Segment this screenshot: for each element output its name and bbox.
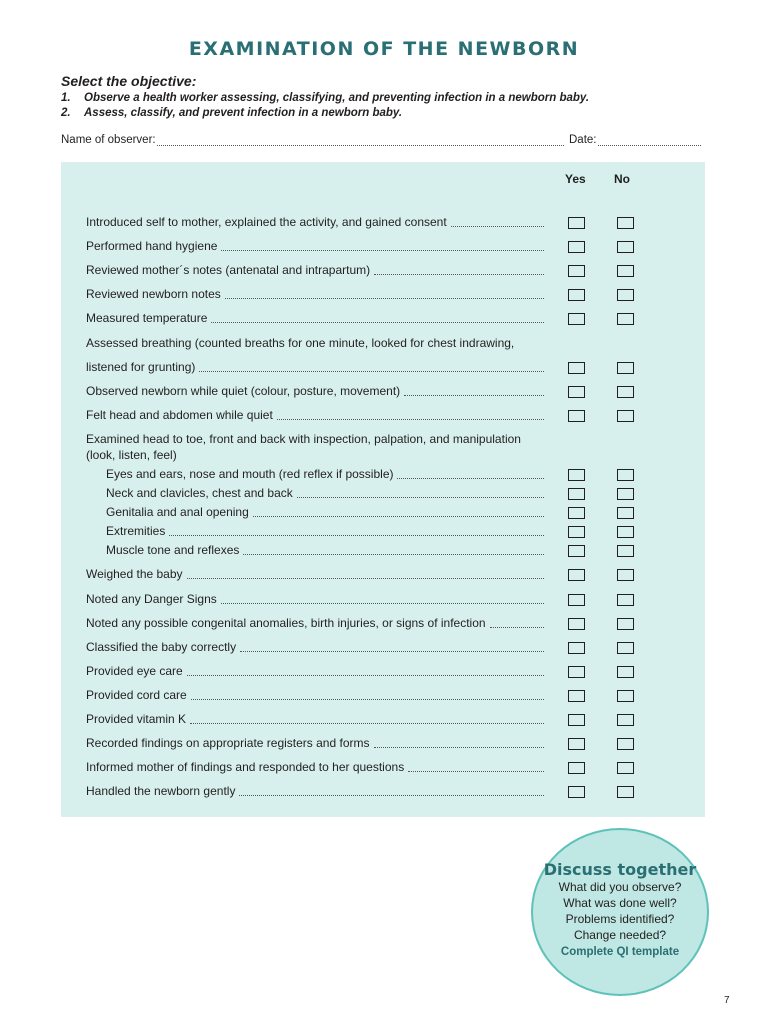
yes-checkbox[interactable] [568, 666, 585, 678]
yes-checkbox[interactable] [568, 569, 585, 581]
leader-dots [253, 516, 544, 517]
checklist-item-text: Genitalia and anal opening [106, 505, 249, 519]
discuss-question: Problems identified? [565, 912, 675, 926]
leader-dots [221, 250, 544, 251]
page-title: EXAMINATION OF THE NEWBORN [188, 38, 580, 60]
checklist-item-text: Eyes and ears, nose and mouth (red reflex if possible) [106, 467, 394, 481]
observer-line [61, 134, 701, 150]
checklist-item-text: Weighed the baby [86, 567, 183, 581]
yes-checkbox[interactable] [568, 362, 585, 374]
objective-heading: Select the objective: [61, 73, 197, 89]
no-checkbox[interactable] [617, 410, 634, 422]
checklist-item-text: Assessed breathing (counted breaths for one minute, looked for chest indrawing, [86, 336, 515, 350]
leader-dots [169, 535, 544, 536]
checklist-item-text: Observed newborn while quiet (colour, posture, movement) [86, 384, 401, 398]
no-checkbox[interactable] [617, 545, 634, 557]
discuss-question: What did you observe? [558, 880, 682, 894]
leader-dots [408, 771, 544, 772]
checklist-item-text: Muscle tone and reflexes [106, 543, 240, 557]
observer-label: Name of observer: [61, 134, 156, 146]
yes-checkbox[interactable] [568, 217, 585, 229]
checklist-item-text: Recorded findings on appropriate registers and forms [86, 736, 370, 750]
yes-checkbox[interactable] [568, 786, 585, 798]
no-checkbox[interactable] [617, 690, 634, 702]
checklist-item-text: Felt head and abdomen while quiet [86, 408, 273, 422]
yes-checkbox[interactable] [568, 488, 585, 500]
yes-checkbox[interactable] [568, 762, 585, 774]
objective-option-number: 2. [61, 107, 71, 119]
no-checkbox[interactable] [617, 362, 634, 374]
yes-column-header: Yes [565, 172, 586, 186]
leader-dots [374, 747, 544, 748]
leader-dots [191, 699, 544, 700]
leader-dots [187, 675, 544, 676]
checklist-item-text: Handled the newborn gently [86, 784, 236, 798]
yes-checkbox[interactable] [568, 507, 585, 519]
no-checkbox[interactable] [617, 762, 634, 774]
yes-checkbox[interactable] [568, 714, 585, 726]
no-checkbox[interactable] [617, 618, 634, 630]
leader-dots [397, 478, 544, 479]
leader-dots [221, 603, 544, 604]
no-checkbox[interactable] [617, 289, 634, 301]
leader-dots [277, 419, 544, 420]
leader-dots [211, 322, 544, 323]
yes-checkbox[interactable] [568, 642, 585, 654]
yes-checkbox[interactable] [568, 241, 585, 253]
checklist-item-text: Reviewed mother´s notes (antenatal and intrapartum) [86, 263, 371, 277]
leader-dots [451, 226, 544, 227]
yes-checkbox[interactable] [568, 410, 585, 422]
no-checkbox[interactable] [617, 642, 634, 654]
checklist-item-text: Neck and clavicles, chest and back [106, 486, 293, 500]
objective-section [61, 73, 721, 121]
checklist-item-text: Performed hand hygiene [86, 239, 218, 253]
checklist-item-text: Examined head to toe, front and back with inspection, palpation, and manipulation [86, 432, 521, 446]
leader-dots [199, 371, 544, 372]
leader-dots [190, 723, 544, 724]
checklist-item-text: Extremities [106, 524, 166, 538]
no-checkbox[interactable] [617, 488, 634, 500]
leader-dots [297, 497, 544, 498]
yes-checkbox[interactable] [568, 594, 585, 606]
no-checkbox[interactable] [617, 469, 634, 481]
no-checkbox[interactable] [617, 594, 634, 606]
objective-option-text: Observe a health worker assessing, classifying, and preventing infection in a newborn baby. [84, 92, 590, 104]
yes-checkbox[interactable] [568, 386, 585, 398]
yes-checkbox[interactable] [568, 265, 585, 277]
checklist-item-text: Provided vitamin K [86, 712, 187, 726]
no-checkbox[interactable] [617, 265, 634, 277]
checklist-item-text: Measured temperature [86, 311, 208, 325]
objective-option-1[interactable] [61, 91, 721, 106]
checklist-item-text: Reviewed newborn notes [86, 287, 221, 301]
discuss-title: Discuss together [543, 860, 697, 879]
yes-checkbox[interactable] [568, 738, 585, 750]
page-number: 7 [724, 995, 730, 1006]
discuss-question: What was done well? [563, 896, 677, 910]
leader-dots [187, 578, 544, 579]
no-checkbox[interactable] [617, 526, 634, 538]
no-checkbox[interactable] [617, 714, 634, 726]
no-checkbox[interactable] [617, 507, 634, 519]
checklist-item-text: Provided cord care [86, 688, 187, 702]
discuss-question: Change needed? [573, 928, 667, 942]
objective-option-text: Assess, classify, and prevent infection in a newborn baby. [84, 107, 403, 119]
leader-dots [374, 274, 544, 275]
checklist-item-text: Informed mother of findings and responded to her questions [86, 760, 405, 774]
leader-dots [239, 795, 544, 796]
no-checkbox[interactable] [617, 386, 634, 398]
yes-checkbox[interactable] [568, 690, 585, 702]
yes-checkbox[interactable] [568, 313, 585, 325]
leader-dots [404, 395, 544, 396]
discuss-together-callout [531, 828, 709, 996]
leader-dots [490, 627, 544, 628]
leader-dots [243, 554, 544, 555]
no-checkbox[interactable] [617, 217, 634, 229]
objective-option-number: 1. [61, 92, 71, 104]
yes-checkbox[interactable] [568, 545, 585, 557]
leader-dots [240, 651, 544, 652]
checklist-item-text: Provided eye care [86, 664, 183, 678]
no-checkbox[interactable] [617, 786, 634, 798]
date-field[interactable] [598, 145, 701, 146]
no-checkbox[interactable] [617, 738, 634, 750]
no-checkbox[interactable] [617, 241, 634, 253]
yes-checkbox[interactable] [568, 469, 585, 481]
checklist-item-text: Introduced self to mother, explained the activity, and gained consent [86, 215, 447, 229]
checklist-item-text: Noted any Danger Signs [86, 592, 217, 606]
checklist-item-text: (look, listen, feel) [86, 448, 177, 462]
checklist-item-text: Classified the baby correctly [86, 640, 237, 654]
no-checkbox[interactable] [617, 313, 634, 325]
qi-template-link[interactable]: Complete QI template [560, 946, 680, 958]
date-label: Date: [569, 134, 597, 146]
yes-checkbox[interactable] [568, 526, 585, 538]
yes-checkbox[interactable] [568, 289, 585, 301]
no-checkbox[interactable] [617, 569, 634, 581]
observer-name-field[interactable] [157, 145, 564, 146]
checklist-item-text: Noted any possible congenital anomalies, birth injuries, or signs of infection [86, 616, 486, 630]
objective-option-2[interactable] [61, 106, 721, 121]
no-checkbox[interactable] [617, 666, 634, 678]
leader-dots [225, 298, 544, 299]
yes-checkbox[interactable] [568, 618, 585, 630]
checklist-item-text: listened for grunting) [86, 360, 196, 374]
no-column-header: No [614, 172, 630, 186]
